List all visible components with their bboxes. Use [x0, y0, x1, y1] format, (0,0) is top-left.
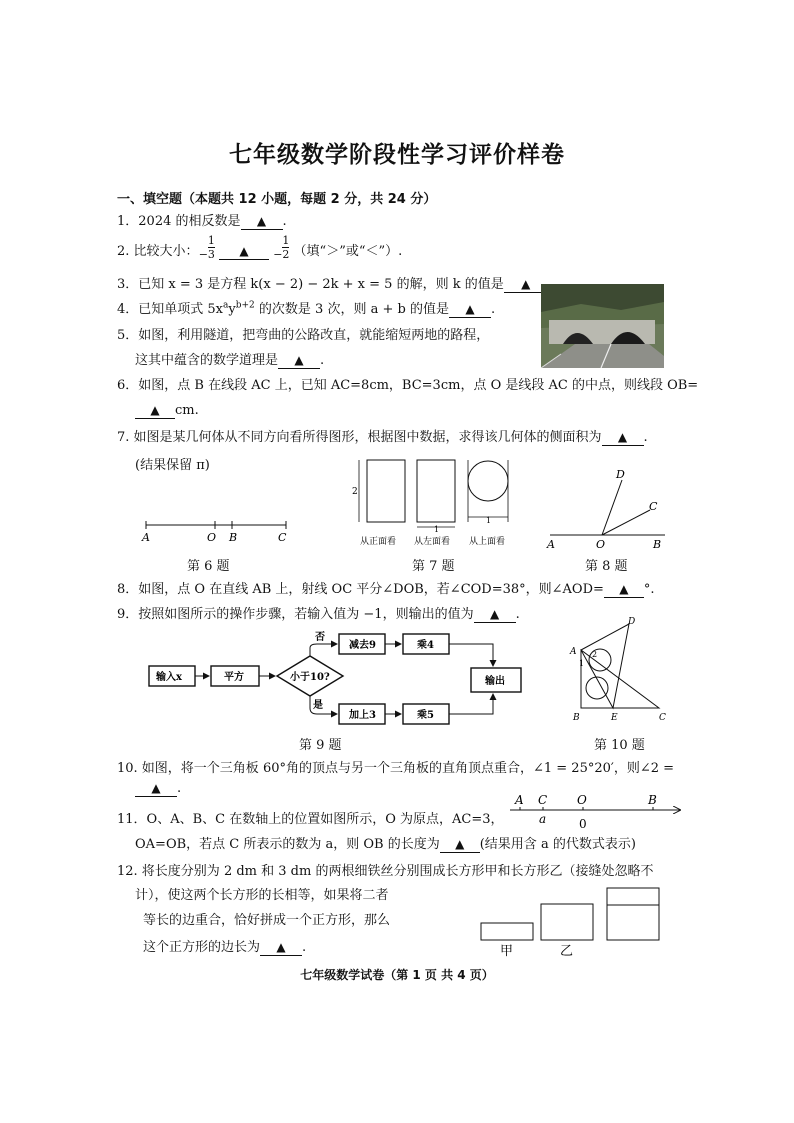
answer-blank[interactable]: ▲ [241, 214, 283, 230]
question-12-line3: 等长的边重合，恰好拼成一个正方形，那么 [143, 913, 391, 928]
point-label-e: E [611, 713, 618, 723]
height-label: 2 [352, 487, 358, 497]
question-10-line2: ▲ . [135, 781, 181, 797]
question-2: 2. 比较大小： − $\frac{1}{3}$ ▲ − $\frac{1}{2}$ （填“＞”或“＜”）. [117, 234, 403, 261]
flow-mul5: 乘5 [417, 710, 434, 721]
question-12-line1: 12. 将长度分别为 2 dm 和 3 dm 的两根细铁丝分别围成长方形甲和长方形乙（接缝处忽略不 [117, 864, 654, 879]
point-label-d: D [628, 617, 636, 627]
point-label-c: C [278, 531, 287, 543]
question-3: 3．已知 x = 3 是方程 k(x − 2) − 2k + x = 5 的解，则 k 的值是 ▲ [117, 273, 552, 293]
question-5-line1: 5．如图，利用隧道，把弯曲的公路改直，就能缩短两地的路程， [117, 328, 490, 343]
point-label-o: O [596, 538, 606, 550]
point-label-a: A [570, 647, 577, 657]
figure-9-flowchart [145, 628, 525, 730]
question-9: 9．按照如图所示的操作步骤，若输入值为 −1，则输出的值为 ▲ . [117, 607, 520, 622]
flow-no: 否 [315, 632, 325, 643]
point-label-a: A [142, 531, 150, 543]
point-label-o: O [577, 793, 587, 807]
flow-add3: 加上3 [349, 710, 376, 721]
question-11-line1: 11．O、A、B、C 在数轴上的位置如图所示，O 为原点，AC=3， [117, 812, 504, 827]
point-label-b: B [229, 531, 238, 543]
answer-blank[interactable]: ▲ [604, 582, 644, 598]
answer-blank[interactable]: ▲ [474, 607, 516, 623]
angle-label-2: 2 [592, 650, 598, 659]
figure-9-caption: 第 9 题 [299, 738, 342, 753]
page-title: 七年级数学阶段性学习评价样卷 [229, 142, 565, 168]
point-label-b: B [648, 793, 657, 807]
figure-6-caption: 第 6 题 [187, 559, 230, 574]
flow-square: 平方 [224, 672, 244, 683]
question-6-line2: ▲ cm. [135, 403, 199, 419]
question-7-line1: 7. 如图是某几何体从不同方向看所得图形，根据图中数据，求得该几何体的侧面积为 ▲ . [117, 430, 648, 445]
question-12-line4: 这个正方形的边长为 ▲ . [143, 940, 307, 955]
figure-7-caption: 第 7 题 [412, 559, 455, 574]
question-8: 8．如图，点 O 在直线 AB 上，射线 OC 平分∠DOB，若∠COD=38°，则∠AOD= ▲ °. [117, 582, 655, 597]
answer-blank[interactable]: ▲ [135, 781, 177, 797]
section-heading: 一、填空题（本题共 12 小题，每题 2 分，共 24 分） [117, 192, 437, 207]
tunnel-photo [541, 284, 664, 368]
figure-7-views [348, 455, 518, 550]
point-label-o: O [207, 531, 217, 543]
figure-10-triangles [565, 612, 680, 724]
flow-sub9: 减去9 [349, 640, 376, 651]
answer-blank[interactable]: ▲ [449, 302, 491, 318]
answer-blank[interactable]: ▲ [602, 430, 644, 446]
answer-blank[interactable]: ▲ [504, 277, 548, 293]
question-11-line2: OA=OB，若点 C 所表示的数为 a，则 OB 的长度为 ▲ (结果用含 a 的代数式表示) [135, 837, 636, 852]
answer-blank[interactable]: ▲ [135, 403, 175, 419]
question-1: 1．2024 的相反数是 ▲ . [117, 214, 287, 229]
point-label-c: C [659, 713, 666, 723]
point-label-d: D [616, 468, 625, 481]
figure-6-segment [140, 515, 290, 543]
width-label-1: 1 [434, 525, 440, 534]
question-6-line1: 6．如图，点 B 在线段 AC 上，已知 AC=8cm，BC=3cm，点 O 是线段 AC 的中点，则线段 OB= [117, 378, 699, 393]
flow-mul4: 乘4 [417, 640, 434, 651]
width-label-2: 1 [486, 516, 492, 525]
figure-8-angles [540, 465, 670, 550]
flow-yes: 是 [313, 700, 323, 711]
angle-label-1: 1 [579, 659, 585, 668]
flow-input: 输入x [156, 672, 182, 683]
question-4: 4．已知单项式 $5x^ay^{b+2}$ 的次数是 3 次，则 a + b 的值是 ▲ . [117, 300, 496, 317]
question-5-line2: 这其中蕴含的数学道理是 ▲ . [135, 353, 325, 368]
figure-12-rectangles [476, 884, 666, 960]
point-label-a: A [547, 538, 555, 550]
flow-output: 输出 [485, 676, 505, 687]
value-label-zero: 0 [579, 817, 587, 830]
rect-label-jia: 甲 [500, 944, 514, 959]
point-label-b: B [573, 713, 580, 723]
value-label-a: a [539, 812, 547, 826]
point-label-b: B [653, 538, 662, 550]
left-view-label: 从左面看 [414, 537, 451, 547]
point-label-c: C [538, 793, 548, 807]
top-view-label: 从上面看 [469, 537, 506, 547]
answer-blank[interactable]: ▲ [260, 940, 302, 956]
answer-blank[interactable]: ▲ [219, 244, 269, 260]
question-7-line2: (结果保留 π) [135, 458, 210, 473]
figure-10-caption: 第 10 题 [594, 738, 645, 753]
answer-blank[interactable]: ▲ [278, 353, 320, 369]
question-10-line1: 10. 如图，将一个三角板 60°角的顶点与另一个三角板的直角顶点重合，∠1 = 25°20′，则∠2 = [117, 761, 675, 776]
point-label-a: A [515, 793, 524, 807]
figure-11-number-line [506, 790, 686, 830]
question-12-line2: 计），使这两个长方形的长相等，如果将二者 [135, 888, 389, 903]
point-label-c: C [649, 500, 658, 513]
rect-label-yi: 乙 [560, 944, 574, 959]
flow-condition: 小于10? [290, 672, 330, 683]
page-footer: 七年级数学试卷（第 1 页 共 4 页） [300, 968, 494, 982]
figure-8-caption: 第 8 题 [585, 559, 628, 574]
front-view-label: 从正面看 [360, 537, 397, 547]
answer-blank[interactable]: ▲ [440, 837, 480, 853]
